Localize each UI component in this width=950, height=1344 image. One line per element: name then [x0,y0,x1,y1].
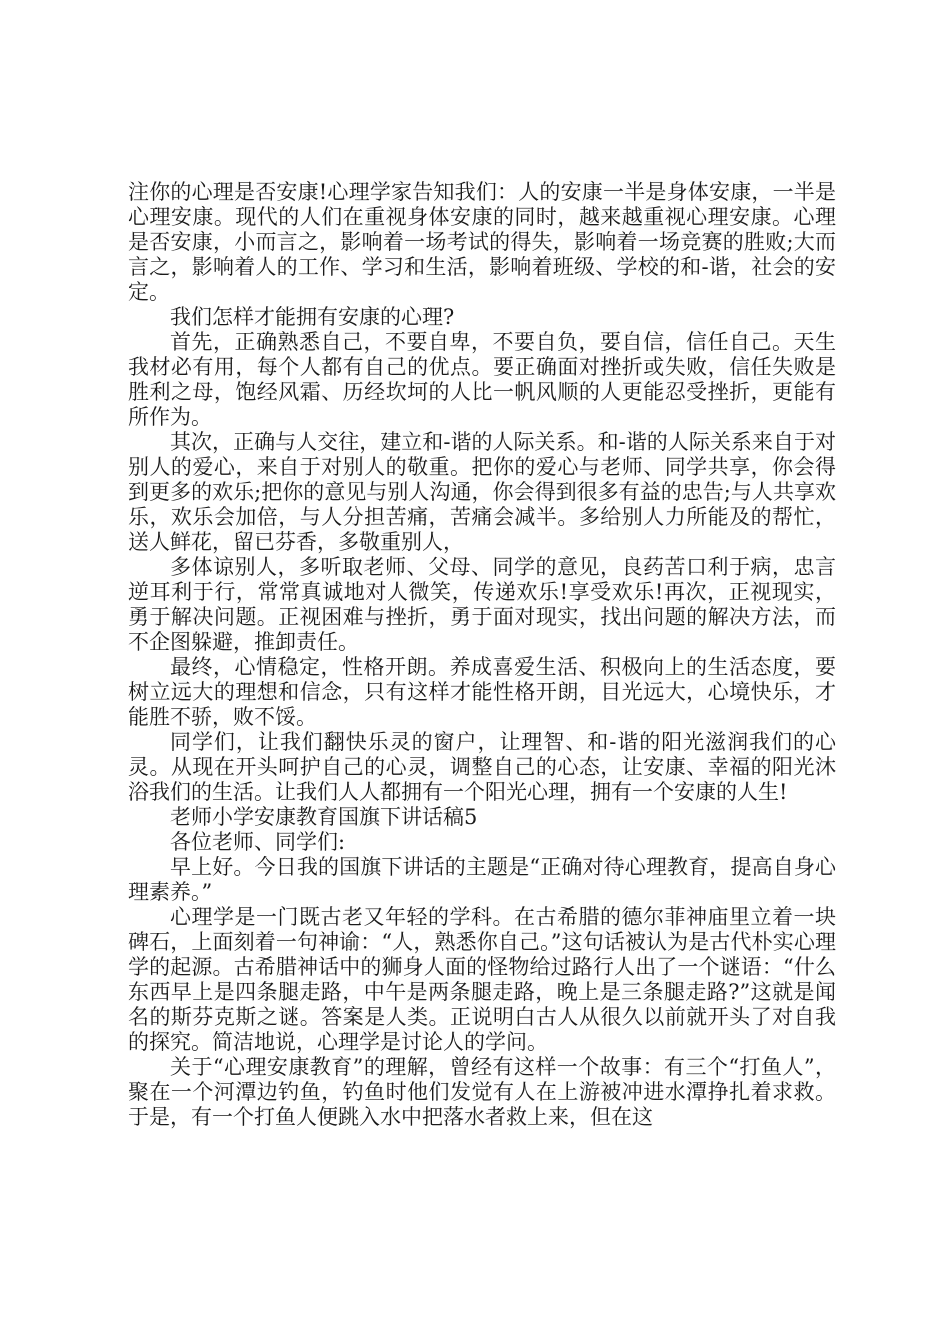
greeting: 各位老师、同学们: [170,830,346,854]
paragraph-12: 关于“心理安康教育”的理解，曾经有这样一个故事：有三个“打鱼人”，聚在一个河潭边钓鱼，钓鱼时他们发觉有人在上游被冲进水潭挣扎着求救。于是，有一个打鱼人便跳入水中把落水者救上来，但在这 [128,1055,836,1129]
paragraph-3: 首先，正确熟悉自己，不要自卑，不要自负，要自信，信任自己。天生我材必有用，每个人都有自己的优点。要正确面对挫折或失败，信任失败是胜利之母，饱经风霜、历经坎坷的人比一帆风顺的人更能忍受挫折，更能有所作为。 [128,330,836,429]
paragraph-11: 心理学是一门既古老又年轻的学科。在古希腊的德尔菲神庙里立着一块碑石，上面刻着一句神谕：“人，熟悉你自己。”这句话被认为是古代朴实心理学的起源。古希腊神话中的狮身人面的怪物给过路行人出了一个谜语：“什么东西早上是四条腿走路，中午是两条腿走路，晚上是三条腿走路?”这就是闻名的斯芬克斯之谜。答案是人类。正说明白古人从很久以前就开头了对自我的探究。简洁地说，心理学是讨论人的学问。 [128,905,836,1054]
paragraph-2: 我们怎样才能拥有安康的心理? [170,305,455,329]
section-title: 老师小学安康教育国旗下讲话稿5 [170,805,478,829]
paragraph-4: 其次，正确与人交往，建立和-谐的人际关系。和-谐的人际关系来自于对别人的爱心，来自于对别人的敬重。把你的爱心与老师、同学共享，你会得到更多的欢乐;把你的意见与别人沟通，你会得到很多有益的忠告;与人共享欢乐，欢乐会加倍，与人分担苦痛，苦痛会减半。多给别人力所能及的帮忙，送人鲜花，留已芬香，多敬重别人， [128,430,836,554]
paragraph-10: 早上好。今日我的国旗下讲话的主题是“正确对待心理教育，提高自身心理素养。” [128,855,836,904]
document-body [128,180,836,1130]
paragraph-1: 注你的心理是否安康!心理学家告知我们：人的安康一半是身体安康，一半是心理安康。现代的人们在重视身体安康的同时，越来越重视心理安康。心理是否安康，小而言之，影响着一场考试的得失，影响着一场竞赛的胜败;大而言之，影响着人的工作、学习和生活，影响着班级、学校的和-谐，社会的安定。 [128,180,836,304]
paragraph-5: 多体谅别人，多听取老师、父母、同学的意见，良药苦口利于病，忠言逆耳利于行，常常真诚地对人微笑，传递欢乐!享受欢乐!再次，正视现实，勇于解决问题。正视困难与挫折，勇于面对现实，找出问题的解决方法，而不企图躲避，推卸责任。 [128,555,836,654]
paragraph-6: 最终，心情稳定，性格开朗。养成喜爱生活、积极向上的生活态度，要树立远大的理想和信念，只有这样才能性格开朗，目光远大，心境快乐，才能胜不骄，败不馁。 [128,655,836,729]
paragraph-7: 同学们，让我们翻快乐灵的窗户，让理智、和-谐的阳光滋润我们的心灵。从现在开头呵护自己的心灵，调整自己的心态，让安康、幸福的阳光沐浴我们的生活。让我们人人都拥有一个阳光心理，拥有一个安康的人生! [128,730,836,804]
